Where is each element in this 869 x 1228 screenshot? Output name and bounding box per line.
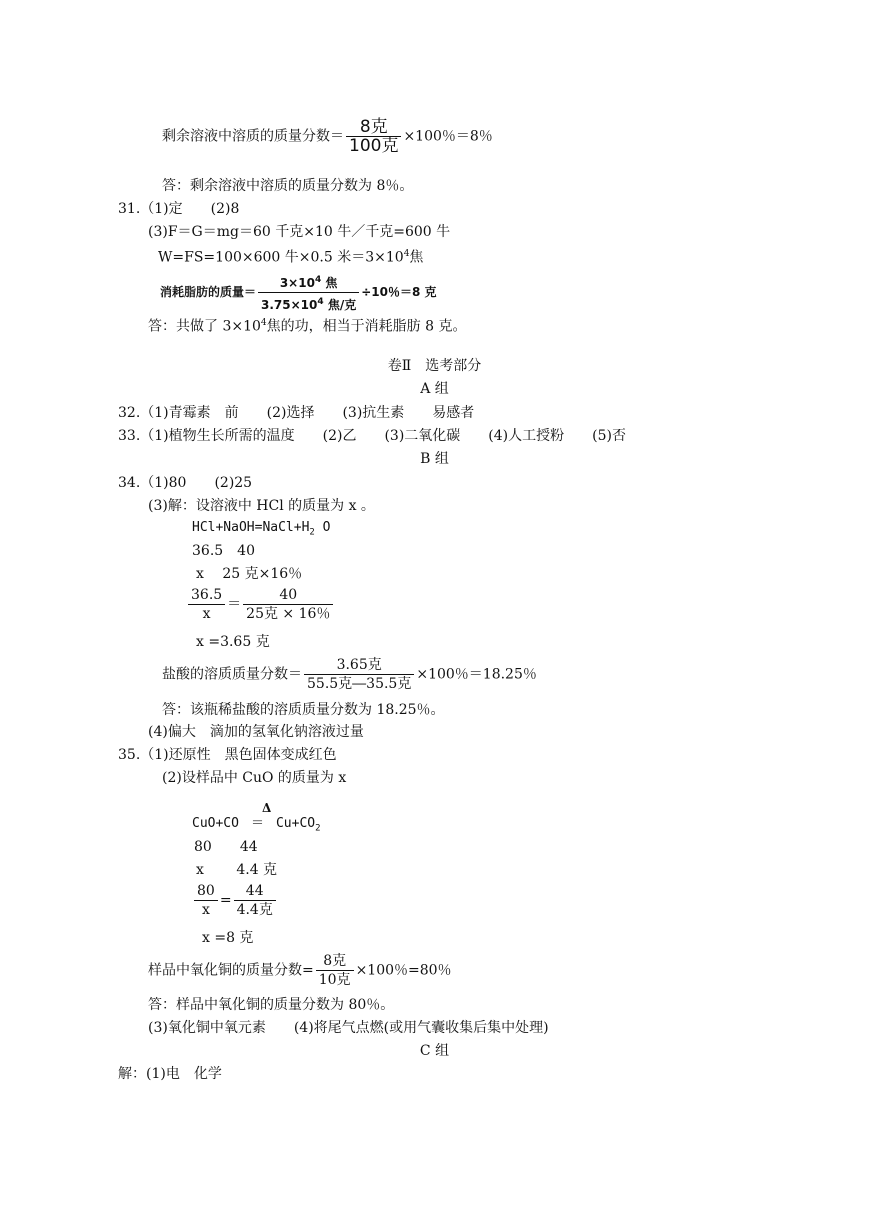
q34-eq-pre: HCl+NaOH=NaCl+H bbox=[192, 520, 310, 535]
q31-work-unit: 焦 bbox=[409, 249, 424, 266]
group-b-heading: B 组 bbox=[420, 451, 449, 467]
fat-denominator bbox=[258, 293, 359, 314]
q34-ratio-left bbox=[188, 586, 225, 623]
q35-ratio-left bbox=[194, 882, 218, 919]
q34-eq-post: O bbox=[314, 520, 331, 535]
acid-fraction bbox=[304, 656, 414, 693]
q35-line1: 35.（1)还原性 黑色固体变成红色 bbox=[118, 747, 337, 763]
q35-part3: (3)氧化铜中氧元素 (4)将尾气点燃(或用气囊收集后集中处理) bbox=[148, 1020, 549, 1036]
q32-line: 32.（1)青霉素 前 (2)选择 (3)抗生素 易感者 bbox=[118, 405, 475, 421]
q31-line3 bbox=[158, 244, 423, 268]
q33-line: 33.（1)植物生长所需的温度 (2)乙 (3)二氧化碳 (4)人工授粉 (5)否 bbox=[118, 428, 626, 444]
q34-line1: 34.（1)80 (2)25 bbox=[118, 475, 253, 491]
q31-answer bbox=[148, 313, 466, 337]
q35-ratio-eq: = bbox=[219, 892, 232, 909]
q31-fat-line bbox=[160, 271, 437, 314]
q35-ratio-den1: x bbox=[201, 902, 210, 918]
acid-label: 盐酸的溶质质量分数＝ bbox=[162, 666, 302, 683]
q31-answer-pre: 答：共做了 3×10 bbox=[148, 318, 261, 335]
fat-tail: ÷10％＝8 克 bbox=[361, 285, 437, 299]
q34-acid-line bbox=[162, 656, 537, 693]
q35-ratio-den2: 4.4克 bbox=[236, 902, 273, 918]
fat-fraction bbox=[258, 271, 359, 314]
q34-part4: (4)偏大 滴加的氢氧化钠溶液过量 bbox=[148, 724, 364, 740]
delta-symbol: Δ bbox=[262, 801, 272, 815]
q31-answer-post: 焦的功，相当于消耗脂肪 8 克。 bbox=[266, 318, 467, 335]
fat-num-exp: 4 bbox=[314, 275, 322, 285]
q31-work-exp: 4 bbox=[403, 249, 410, 259]
q35-answer: 答：样品中氧化铜的质量分数为 80％。 bbox=[148, 997, 395, 1013]
q34-mass1: 36.5 40 bbox=[192, 543, 255, 559]
fat-den-unit: 焦/克 bbox=[323, 298, 357, 312]
remain-tail: ×100％＝8％ bbox=[403, 128, 493, 145]
q35-ratio-num2: 44 bbox=[234, 882, 276, 901]
q34-line2: (3)解：设溶液中 HCl 的质量为 x 。 bbox=[148, 498, 375, 514]
group-c-heading: C 组 bbox=[419, 1043, 450, 1059]
q35-eq-left: CuO+CO bbox=[192, 816, 239, 831]
fat-den-exp: 4 bbox=[317, 297, 324, 307]
fat-den-base: 3.75×10 bbox=[261, 298, 318, 312]
fat-numerator bbox=[258, 271, 359, 293]
sample-numerator: 8克 bbox=[316, 952, 354, 971]
q35-ratio bbox=[192, 882, 278, 919]
sample-label: 样品中氧化铜的质量分数= bbox=[148, 962, 314, 979]
q35-sample-line bbox=[148, 952, 452, 989]
sample-fraction bbox=[316, 952, 354, 989]
q34-ratio-num1: 36.5 bbox=[188, 586, 225, 605]
q34-ratio-num2: 40 bbox=[243, 586, 333, 605]
q31-answer-exp: 4 bbox=[260, 318, 267, 328]
remain-answer: 答：剩余溶液中溶质的质量分数为 8％。 bbox=[162, 178, 414, 194]
q34-ratio bbox=[186, 586, 335, 623]
acid-denominator: 55.5克―35.5克 bbox=[307, 676, 412, 692]
sample-denominator: 10克 bbox=[318, 972, 351, 988]
q34-mass2: x 25 克×16％ bbox=[196, 566, 303, 582]
q35-x-result: x =8 克 bbox=[202, 930, 254, 946]
q35-ratio-num1: 80 bbox=[194, 882, 218, 901]
remain-fraction bbox=[346, 118, 401, 155]
remain-denominator: 100克 bbox=[349, 136, 399, 156]
q35-eq-sign: ＝ bbox=[250, 816, 264, 831]
q35-equation bbox=[192, 814, 321, 839]
q31-line2: (3)F＝G＝mg＝60 千克×10 牛／千克=600 牛 bbox=[148, 224, 451, 240]
q34-ratio-eq: ＝ bbox=[227, 596, 242, 613]
q35-line2: (2)设样品中 CuO 的质量为 x bbox=[162, 770, 347, 786]
q34-answer: 答：该瓶稀盐酸的溶质质量分数为 18.25％。 bbox=[162, 702, 445, 718]
remain-label: 剩余溶液中溶质的质量分数＝ bbox=[162, 128, 344, 145]
q34-ratio-den1: x bbox=[202, 606, 211, 622]
fat-label: 消耗脂肪的质量＝ bbox=[160, 285, 257, 299]
q35-ratio-right bbox=[234, 882, 276, 919]
fat-num-unit: 焦 bbox=[321, 276, 338, 290]
q35-eq-right: Cu+CO bbox=[275, 816, 316, 831]
q34-ratio-den2: 25克 × 16％ bbox=[246, 606, 331, 622]
acid-numerator: 3.65克 bbox=[304, 656, 414, 675]
sample-tail: ×100％=80％ bbox=[355, 962, 452, 979]
q35-eq-sub: 2 bbox=[315, 823, 321, 834]
section-title: 卷Ⅱ 选考部分 bbox=[387, 358, 482, 374]
q35-mass2: x 4.4 克 bbox=[196, 862, 278, 878]
q31-line1: 31.（1)定 (2)8 bbox=[118, 201, 240, 217]
q34-eq-sub: 2 bbox=[309, 527, 315, 538]
q34-ratio-right bbox=[243, 586, 333, 623]
c-group-answer: 解：(1)电 化学 bbox=[118, 1066, 222, 1082]
acid-tail: ×100％＝18.25％ bbox=[416, 666, 537, 683]
q34-x-result: x =3.65 克 bbox=[196, 634, 270, 650]
q35-mass1: 80 44 bbox=[194, 839, 258, 855]
remain-fraction-line bbox=[162, 118, 493, 155]
q34-equation bbox=[192, 518, 330, 543]
remain-numerator: 8克 bbox=[346, 118, 401, 137]
fat-num-base: 3×10 bbox=[279, 276, 315, 290]
group-a-heading: A 组 bbox=[420, 381, 449, 397]
q31-work-text: W=FS=100×600 牛×0.5 米＝3×10 bbox=[158, 249, 404, 266]
